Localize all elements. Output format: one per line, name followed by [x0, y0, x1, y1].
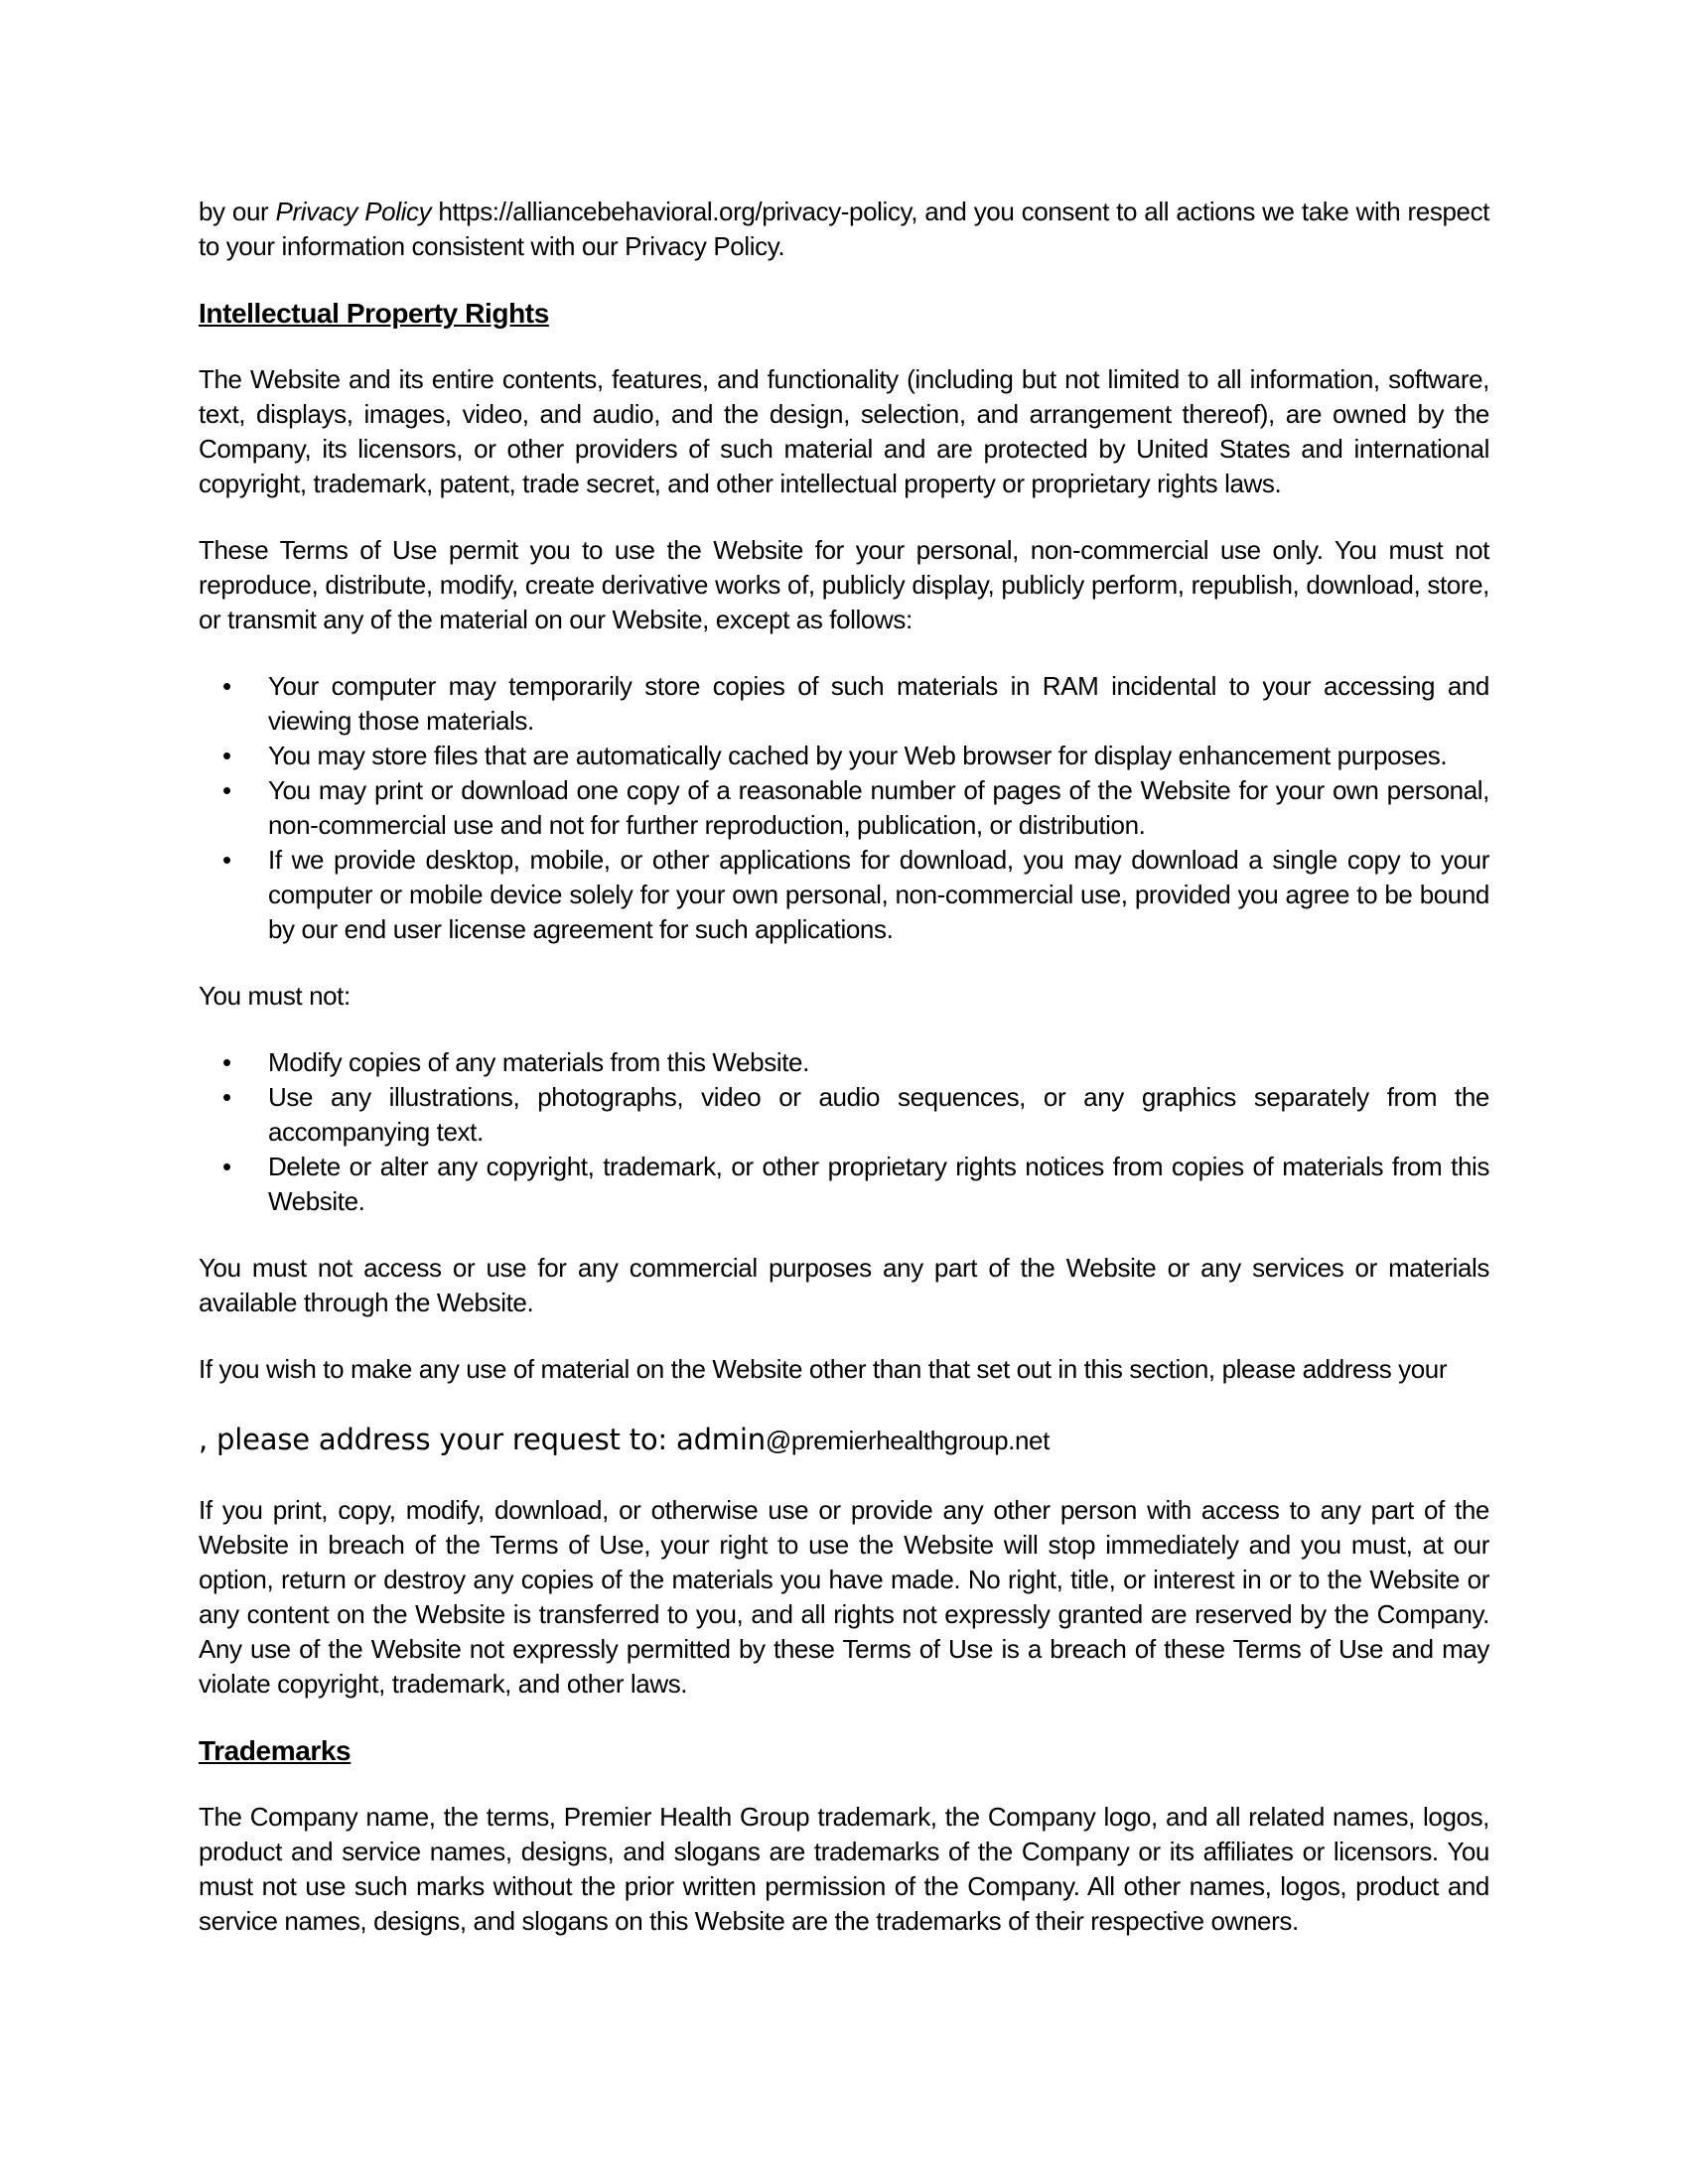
bullet-icon: •: [222, 671, 232, 701]
paragraph-commercial-use: You must not access or use for any commercial purposes any part of the Website or any services or materials available through the Website.: [199, 1253, 1489, 1317]
must-not-list: [199, 1045, 1489, 1219]
list-item-text: Your computer may temporarily store copies of such materials in RAM incidental to your accessing and viewing those materials.: [268, 671, 1489, 736]
paragraph-wish-to-use: If you wish to make any use of material on the Website other than that set out in this section, please address your: [199, 1354, 1448, 1384]
list-item-text: You may print or download one copy of a reasonable number of pages of the Website for your own personal, non-commercial use and not for further reproduction, publication, or distribution.: [268, 775, 1489, 840]
paragraph-breach: If you print, copy, modify, download, or otherwise use or provide any other person with access to any part of the Website in breach of the Terms of Use, your right to use the Website will stop immediately and you must, at our option, return or destroy any copies of the materials you have made. No right, title, or interest in or to the Website or any content on the Website is transferred to you, and all rights not expressly granted are reserved by the Company. Any use of the Website not expressly permitted by these Terms of Use is a breach of these Terms of Use and may violate copyright, trademark, and other laws.: [199, 1495, 1489, 1699]
paragraph-trademarks-body: The Company name, the terms, Premier Health Group trademark, the Company logo, and all related names, logos, product and service names, designs, and slogans are trademarks of the Company or its affiliates or licensors. You must not use such marks without the prior written permission of the Company. All other names, logos, product and service names, designs, and slogans on this Website are the trademarks of their respective owners.: [199, 1802, 1489, 1936]
list-item-text: Delete or alter any copyright, trademark, or other proprietary rights notices from copies of materials from this Website.: [268, 1152, 1489, 1216]
heading-trademarks: Trademarks: [199, 1735, 352, 1766]
bullet-icon: •: [222, 741, 232, 770]
list-item: [199, 1150, 1489, 1219]
request-line-text: , please address your request to: admin: [199, 1423, 766, 1456]
request-email-domain: @premierhealthgroup.net: [765, 1426, 1050, 1455]
intro-prefix: by our: [199, 197, 276, 226]
list-item: [199, 739, 1489, 773]
paragraph-permitted-intro: These Terms of Use permit you to use the Website for your personal, non-commercial use only. You must not reproduce, distribute, modify, create derivative works of, publicly display, publicly perform, republish, download, store, or transmit any of the material on our Website, except as follows:: [199, 535, 1489, 634]
intro-paragraph: [199, 195, 1489, 264]
list-item: [199, 843, 1489, 947]
request-contact-line: [199, 1419, 1489, 1461]
privacy-policy-title: Privacy Policy: [275, 197, 432, 226]
paragraph-must-not-intro: You must not:: [199, 981, 351, 1011]
list-item-text: You may store files that are automatically cached by your Web browser for display enhancement purposes.: [268, 741, 1448, 770]
list-item: [199, 1080, 1489, 1150]
bullet-icon: •: [222, 1082, 232, 1112]
list-item: [199, 1045, 1489, 1080]
bullet-icon: •: [222, 1047, 232, 1077]
list-item: [199, 669, 1489, 739]
paragraph-ownership: The Website and its entire contents, features, and functionality (including but not limited to all information, software, text, displays, images, video, and audio, and the design, selection, and arrangement thereof), are owned by the Company, its licensors, or other providers of such material and are protected by United States and international copyright, trademark, patent, trade secret, and other intellectual property or proprietary rights laws.: [199, 364, 1489, 498]
intro-rest: https://alliancebehavioral.org/privacy-policy, and you consent to all actions we take with respect to your information consistent with our Privacy Policy.: [199, 197, 1490, 261]
list-item-text: Modify copies of any materials from this Website.: [268, 1047, 809, 1077]
list-item: [199, 773, 1489, 843]
list-item-text: Use any illustrations, photographs, video or audio sequences, or any graphics separately from the accompanying text.: [268, 1082, 1489, 1147]
list-item-text: If we provide desktop, mobile, or other applications for download, you may download a single copy to your computer or mobile device solely for your own personal, non-commercial use, provided you agree to be bound by our end user license agreement for such applications.: [268, 845, 1489, 944]
bullet-icon: •: [222, 1152, 232, 1181]
bullet-icon: •: [222, 845, 232, 875]
permitted-uses-list: [199, 669, 1489, 947]
bullet-icon: •: [222, 775, 232, 805]
heading-intellectual-property-rights: Intellectual Property Rights: [199, 298, 549, 329]
